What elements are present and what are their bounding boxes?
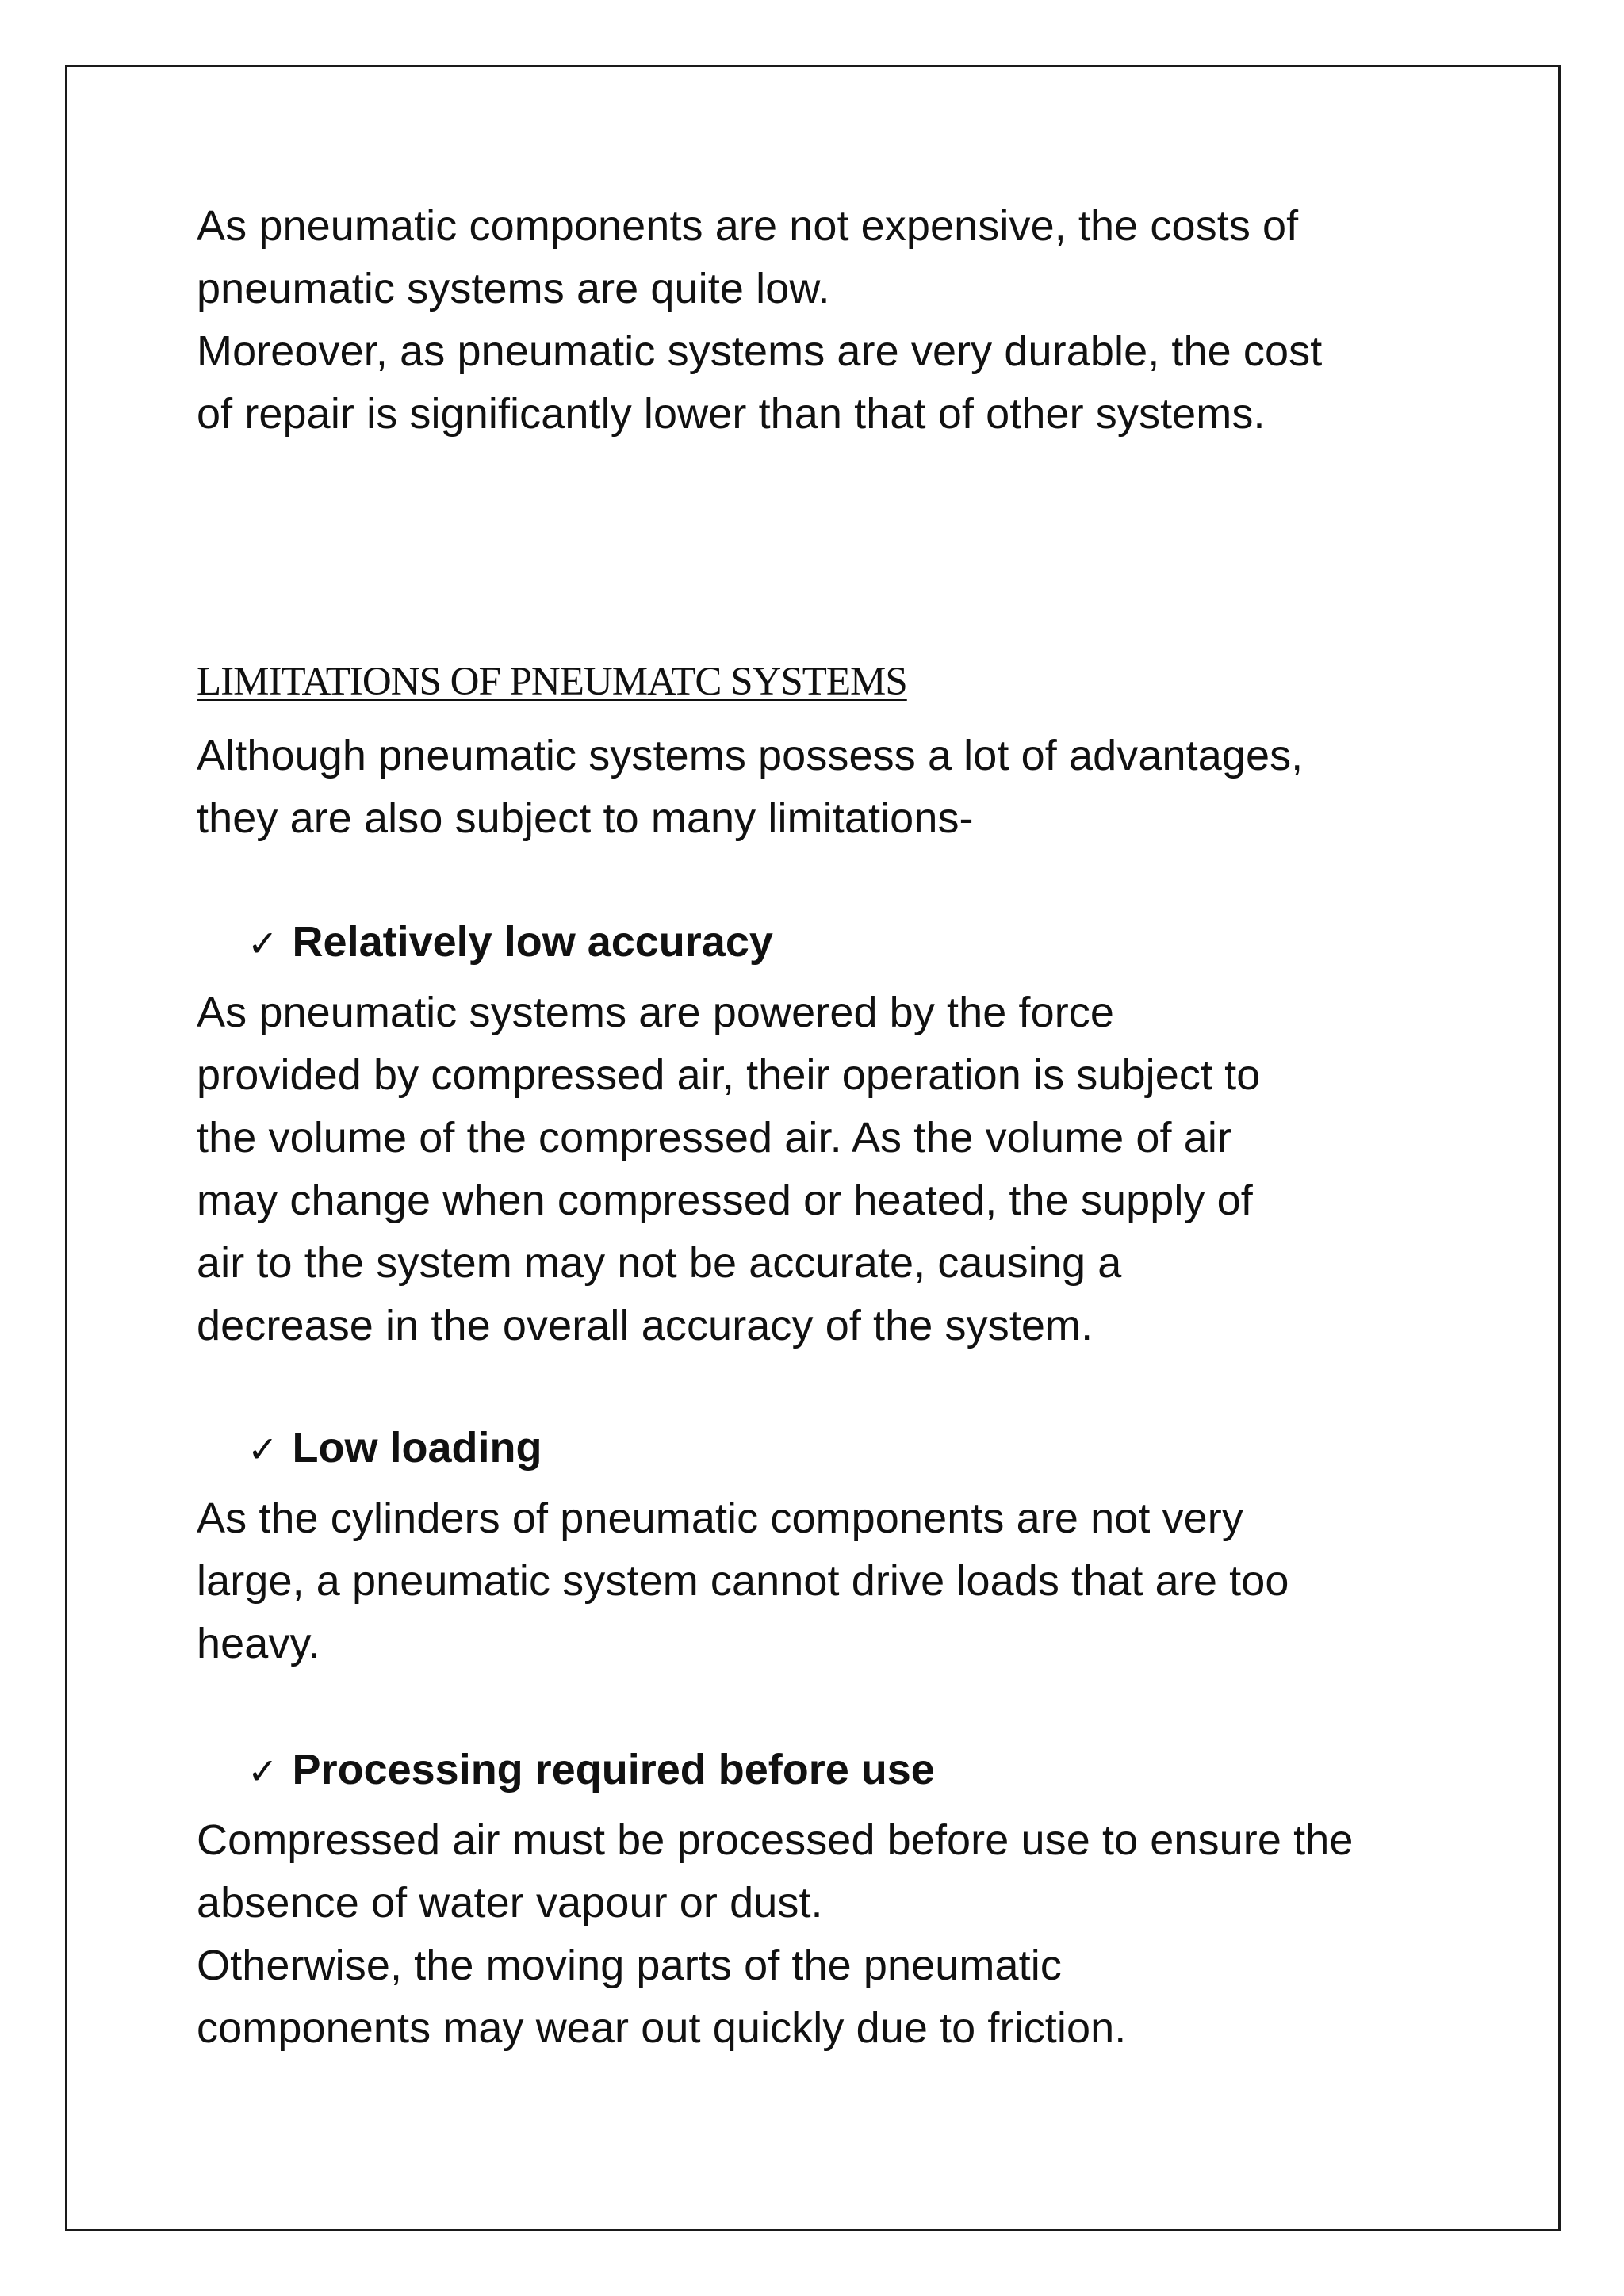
- limitation-body-loading: [197, 1487, 1289, 1675]
- section-intro-line: Although pneumatic systems possess a lot of advantages,: [197, 732, 1304, 779]
- limitation-title-loading: [247, 1424, 542, 1473]
- limitation-body-processing: [197, 1809, 1353, 2060]
- section-intro-paragraph: [197, 725, 1303, 850]
- limitation-title-processing: [247, 1746, 935, 1795]
- body-line: Compressed air must be processed before use to ensure the: [197, 1816, 1354, 1864]
- body-line: the volume of the compressed air. As the volume of air: [197, 1114, 1232, 1161]
- body-line: heavy.: [197, 1620, 320, 1667]
- body-line: absence of water vapour or dust.: [197, 1879, 823, 1927]
- limitation-title-text: Relatively low accuracy: [292, 918, 773, 966]
- intro-line: pneumatic systems are quite low.: [197, 265, 830, 312]
- body-line: provided by compressed air, their operation is subject to: [197, 1051, 1261, 1099]
- section-intro-line: they are also subject to many limitations-: [197, 794, 974, 842]
- section-heading: LIMITATIONS OF PNEUMATC SYSTEMS: [197, 660, 907, 704]
- checkmark-icon: ✓: [247, 922, 278, 965]
- body-line: large, a pneumatic system cannot drive loads that are too: [197, 1557, 1289, 1605]
- intro-line: As pneumatic components are not expensive, the costs of: [197, 202, 1299, 250]
- checkmark-icon: ✓: [247, 1428, 278, 1471]
- intro-line: of repair is significantly lower than that of other systems.: [197, 390, 1266, 438]
- limitation-title-text: Processing required before use: [292, 1746, 935, 1793]
- body-line: As the cylinders of pneumatic components are not very: [197, 1494, 1243, 1542]
- body-line: decrease in the overall accuracy of the system.: [197, 1302, 1094, 1349]
- intro-paragraph: [197, 195, 1434, 446]
- body-line: components may wear out quickly due to friction.: [197, 2004, 1127, 2052]
- limitation-title-accuracy: [247, 918, 773, 967]
- checkmark-icon: ✓: [247, 1750, 278, 1793]
- limitation-body-accuracy: [197, 982, 1260, 1357]
- body-line: As pneumatic systems are powered by the force: [197, 989, 1115, 1036]
- body-line: air to the system may not be accurate, causing a: [197, 1239, 1122, 1287]
- body-line: may change when compressed or heated, the supply of: [197, 1177, 1253, 1224]
- limitation-title-text: Low loading: [292, 1424, 542, 1471]
- body-line: Otherwise, the moving parts of the pneumatic: [197, 1942, 1062, 1989]
- intro-line: Moreover, as pneumatic systems are very durable, the cost: [197, 327, 1323, 375]
